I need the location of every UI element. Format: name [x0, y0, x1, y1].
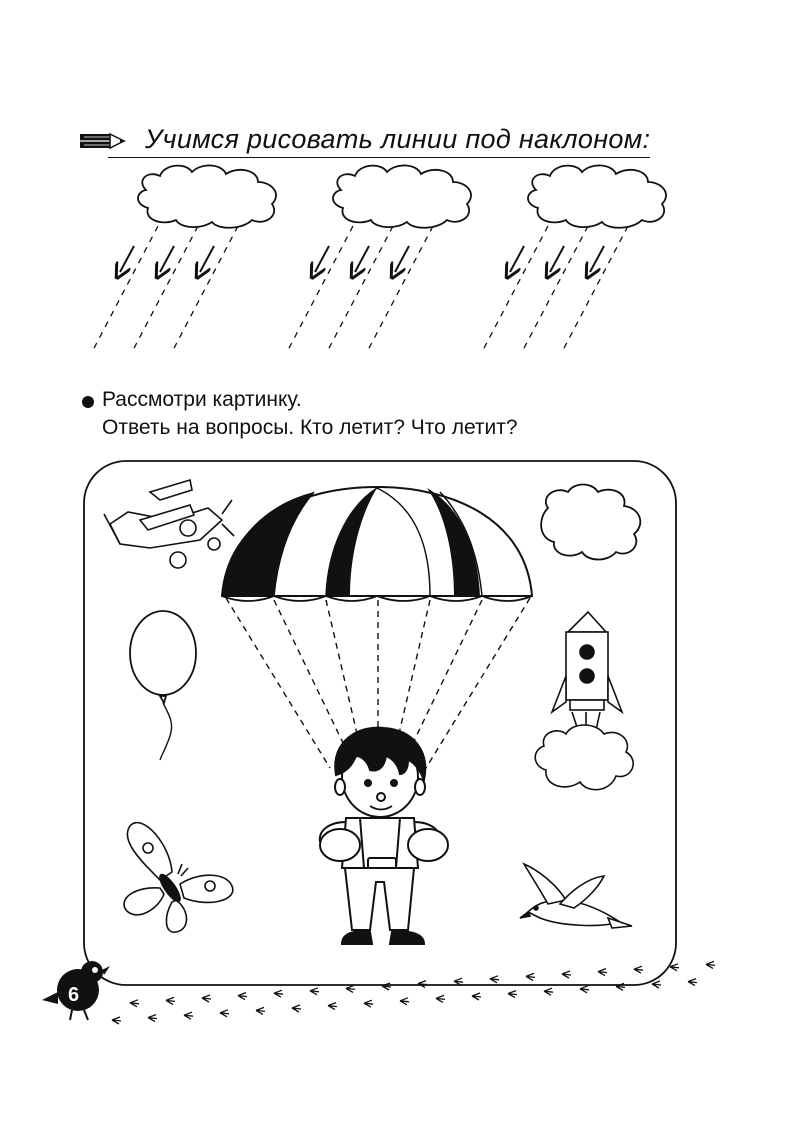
task-bullet — [82, 396, 94, 408]
task-instruction-2: Ответь на вопросы. Кто летит? Что летит? — [102, 416, 518, 439]
cloud-icon — [541, 485, 640, 560]
footprint-mark — [526, 973, 535, 980]
bird-icon — [520, 864, 632, 928]
page-number: 6 — [68, 984, 80, 1006]
footprint-mark — [220, 1010, 229, 1017]
boy-icon — [320, 728, 448, 944]
rain-cloud-icon — [92, 165, 276, 352]
footprint-mark — [706, 961, 715, 968]
footprint-mark — [292, 1005, 301, 1012]
footprint-mark — [202, 995, 211, 1002]
footprint-mark — [490, 976, 499, 983]
pencil-icon — [80, 134, 126, 148]
footprint-mark — [184, 1012, 193, 1019]
rocket-icon — [535, 612, 633, 790]
footprint-mark — [634, 966, 643, 973]
footprint-mark — [238, 993, 247, 1000]
footprint-mark — [418, 981, 427, 988]
footprint-mark — [166, 997, 175, 1004]
footprint-mark — [580, 986, 589, 993]
footprint-mark — [508, 991, 517, 998]
footprint-mark — [364, 1000, 373, 1007]
title-underline — [108, 157, 650, 158]
footprint-mark — [670, 964, 679, 971]
footprint-mark — [400, 998, 409, 1005]
footprint-mark — [310, 988, 319, 995]
footprint-mark — [436, 995, 445, 1002]
balloon-icon — [130, 611, 196, 760]
footprint-mark — [130, 1000, 139, 1007]
page-title: Учимся рисовать линии под наклоном: — [145, 124, 651, 154]
footprint-mark — [652, 981, 661, 988]
footprint-mark — [544, 988, 553, 995]
rain-exercise — [92, 165, 666, 352]
footprints-decoration — [112, 961, 715, 1024]
footprint-mark — [256, 1007, 265, 1014]
rain-cloud-icon — [482, 165, 666, 352]
footprint-mark — [274, 990, 283, 997]
task-instruction-1: Рассмотри картинку. — [102, 388, 302, 411]
footprint-mark — [346, 985, 355, 992]
rain-cloud-icon — [287, 165, 471, 352]
airplane-icon — [104, 480, 234, 568]
footprint-mark — [382, 983, 391, 990]
footprint-mark — [562, 971, 571, 978]
footprint-mark — [598, 969, 607, 976]
footprint-mark — [112, 1017, 121, 1024]
footprint-mark — [328, 1003, 337, 1010]
parachute-icon — [222, 487, 532, 768]
footprint-mark — [148, 1015, 157, 1022]
butterfly-icon — [124, 823, 233, 933]
footprint-mark — [472, 993, 481, 1000]
footprint-mark — [688, 979, 697, 986]
